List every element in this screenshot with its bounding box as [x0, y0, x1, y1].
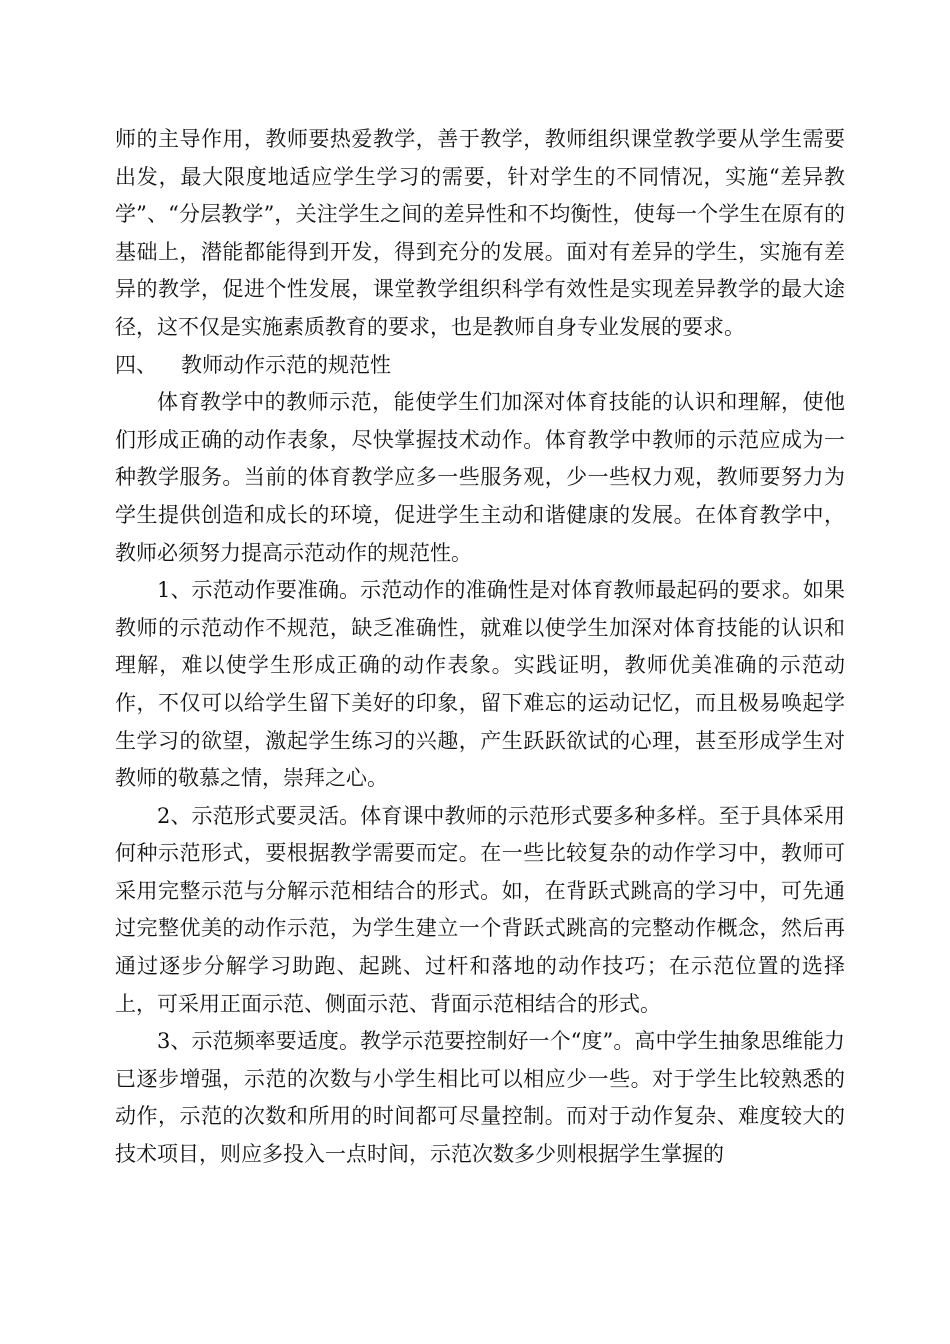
paragraph-point-1: 1、示范动作要准确。示范动作的准确性是对体育教师最起码的要求。如果教师的示范动作不规范，缺乏准确性，就难以使学生加深对体育技能的认识和理解，难以使学生形成正确的动作表象。实践证明，教师优美准确的示范动作，不仅可以给学生留下美好的印象，留下难忘的运动记忆，而且极易唤起学生学习的欲望，激起学生练习的兴趣，产生跃跃欲试的心理，甚至形成学生对教师的敬慕之情，崇拜之心。	[115, 578, 845, 791]
document-page	[115, 121, 845, 1174]
paragraph-point-3: 3、示范频率要适度。教学示范要控制好一个“度”。高中学生抽象思维能力已逐步增强，示范的次数与小学生相比可以相应少一些。对于学生比较熟悉的动作，示范的次数和所用的时间都可尽量控制。而对于动作复杂、难度较大的技术项目，则应多投入一点时间，示范次数多少则根据学生掌握的	[115, 1029, 845, 1167]
paragraph-point-2: 2、示范形式要灵活。体育课中教师的示范形式要多种多样。至于具体采用何种示范形式，要根据教学需要而定。在一些比较复杂的动作学习中，教师可采用完整示范与分解示范相结合的形式。如，在背跃式跳高的学习中，可先通过完整优美的动作示范，为学生建立一个背跃式跳高的完整动作概念，然后再通过逐步分解学习助跑、起跳、过杆和落地的动作技巧；在示范位置的选择上，可采用正面示范、侧面示范、背面示范相结合的形式。	[115, 803, 845, 1016]
paragraph-intro: 体育教学中的教师示范，能使学生们加深对体育技能的认识和理解，使他们形成正确的动作表象，尽快掌握技术动作。体育教学中教师的示范应成为一种教学服务。当前的体育教学应多一些服务观，少一些权力观，教师要努力为学生提供创造和成长的环境，促进学生主动和谐健康的发展。在体育教学中，教师必须努力提高示范动作的规范性。	[115, 390, 845, 565]
paragraph-continuation: 师的主导作用，教师要热爱教学，善于教学，教师组织课堂教学要从学生需要出发，最大限度地适应学生学习的需要，针对学生的不同情况，实施“差异教学”、“分层教学”，关注学生之间的差异性和不均衡性，使每一个学生在原有的基础上，潜能都能得到开发，得到充分的发展。面对有差异的学生，实施有差异的教学，促进个性发展，课堂教学组织科学有效性是实现差异教学的最大途径，这不仅是实施素质教育的要求，也是教师自身专业发展的要求。	[115, 127, 845, 339]
section-heading	[115, 347, 845, 385]
section-number: 四、	[115, 352, 157, 377]
section-title: 教师动作示范的规范性	[181, 352, 391, 377]
